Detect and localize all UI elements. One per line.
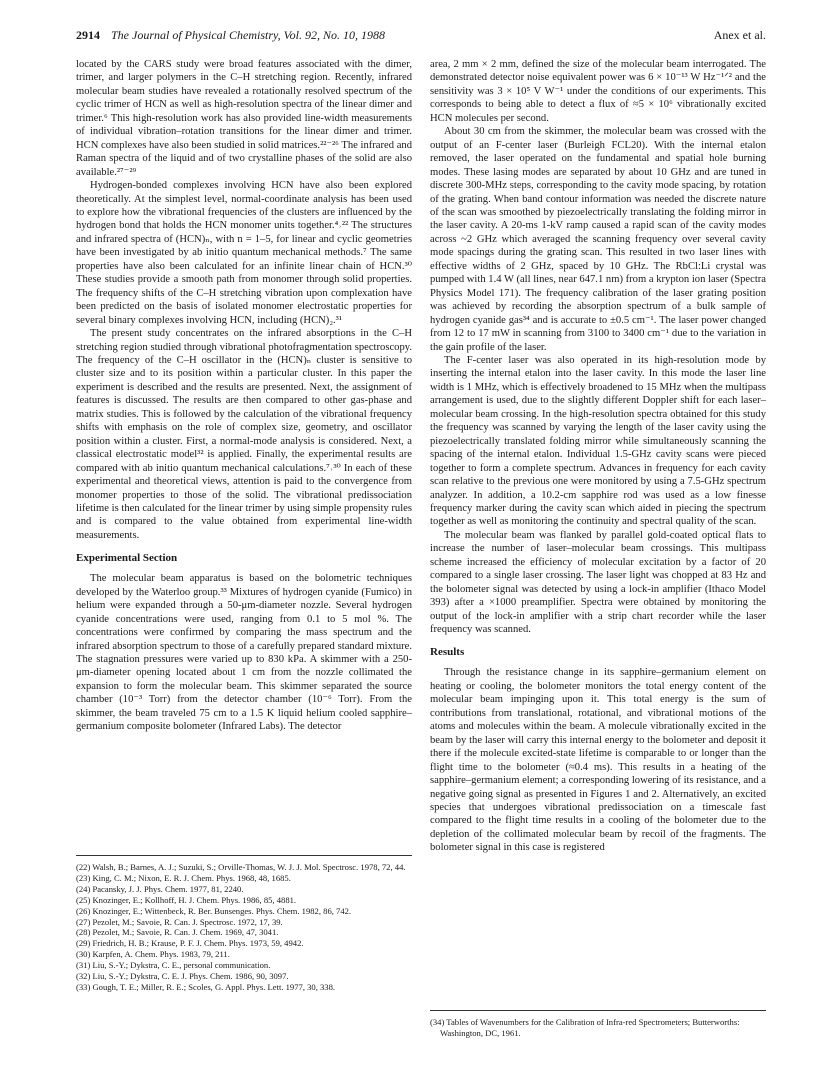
right-column <box>430 58 766 855</box>
paragraph: About 30 cm from the skimmer, the molecular beam was crossed with the output of an F-center laser (Burleigh FCL20). With the internal etalon removed, the laser operated on the fundamental and spatial hole burning modes. These lasing modes are separated by about 10 GHz and are tuned in discrete 300-MHz steps, corresponding to the cavity mode spacing, by rotation of the grating. When band contour information was needed the discrete nature of the scan was smoothed by piezoelectrically translating the folding mirror in the laser cavity. A 20-ms 1-kV ramp caused a rapid scan of the cavity modes across ~2 GHz which averaged the scanning frequency over several cavity mode spacings during the grating scan. This resulted in two laser lines with effective widths of 2 GHz, spaced by 10 GHz. The RbCl:Li crystal was pumped with 1.4 W (all lines, near 647.1 nm) from a krypton ion laser (Spectra Physics Model 171). The frequency calibration of the laser grating position was achieved by recording the absorption spectrum of a bulk sample of hydrogen cyanide gas³⁴ and is accurate to ±0.5 cm⁻¹. The laser power changed from 12 to 17 mW in scanning from 3100 to 3400 cm⁻¹ due to the variation in the gain profile of the laser. <box>430 126 766 353</box>
footnote: (22) Walsh, B.; Barnes, A. J.; Suzuki, S.; Orville-Thomas, W. J. J. Mol. Spectrosc. 1978, 72, 44. <box>76 862 406 872</box>
section-heading-experimental: Experimental Section <box>76 552 178 565</box>
paragraph: Hydrogen-bonded complexes involving HCN have also been explored theoretically. At the simplest level, normal-coordinate analysis has been used to explore how the vibrational frequencies of the clusters are influenced by the hydrogen bond that holds the HCN monomer units together.⁴˒²² The structures and infrared spectra of (HCN)ₙ, with n = 1–5, for linear and cyclic geometries have been investigated by ab initio quantum mechanical methods.⁷ The same properties have also been calculated for an infinite linear chain of HCN.³⁰ These studies provide a smooth path from monomer through solid properties. The frequency shifts of the C–H stretching vibration upon complexation have been predicted on the basis of isolated monomer electrostatic properties for several binary complexes involving HCN, including (HCN)₂.³¹ <box>76 180 412 326</box>
paragraph: The F-center laser was also operated in its high-resolution mode by inserting the internal etalon into the laser cavity. In this mode the laser line width is 1 MHz, which is effectively broadened to 15 MHz when the multipass arrangement is used, due to the slightly different Doppler shift for each laser–molecular beam crossing. In the high-resolution spectra obtained for this study the frequency was scanned by varying the length of the laser cavity using the piezoelectrically translated folding mirror while simultaneously scanning the spacing of the internal etalon. Individual 1.5-GHz cavity scans were pieced together to form a complete spectrum. Advances in frequency for each cavity scan relative to the previous one were monitored by using a 7.5-GHz spectrum analyzer. In addition, a 10.2-cm sapphire rod was used as a low finesse frequency marker during the cavity scan which aided in piecing the spectrum together as well as monitoring the continuity and spectral quality of the scan. <box>430 354 766 528</box>
footnote: (33) Gough, T. E.; Miller, R. E.; Scoles, G. Appl. Phys. Lett. 1977, 30, 338. <box>76 981 336 992</box>
paragraph: The molecular beam was flanked by parallel gold-coated optical flats to increase the number of laser–molecular beam crossings. This multipass scheme increased the efficiency of molecular excitation by a factor of 20 compared to a single laser crossing. The laser light was chopped at 83 Hz and the bolometer signal was detected by using a lock-in amplifier (Ithaco Model 393) after a ×1000 preamplifier. Spectra were obtained by monitoring the output of the lock-in amplifier with a strip chart recorder while the laser frequency was scanned. <box>430 529 766 636</box>
paragraph: The present study concentrates on the infrared absorptions in the C–H stretching region studied through vibrational photofragmentation spectroscopy. The frequency of the C–H oscillator in the (HCN)ₙ cluster is sensitive to cluster size and to its position within a particular cluster. In this paper the experiment is described and the results are presented. Next, the assignment of features is discussed. The results are then compared to other gas-phase and matrix studies. This is followed by the calculation of the vibrational frequency shifts with emphasis on the role of complex size, geometry, and oscillator position within a cluster. First, a normal-mode analysis is considered. Next, a classical electrostatic model³² is applied. Finally, the experimental results are compared with ab initio quantum mechanical calculations.⁷˒³⁰ In each of these experimental and theoretical views, attention is paid to the convergence from monomer properties to those of the solid. The vibrational predissociation lifetime is then calculated for the linear trimer by using simple propensity rules and is compared to the value obtained from experimental line-width measurements. <box>76 328 412 541</box>
footnote: (23) King, C. M.; Nixon, E. R. J. Chem. Phys. 1968, 48, 1685. <box>76 872 291 883</box>
paragraph: located by the CARS study were broad features associated with the dimer, trimer, and larger polymers in the C–H stretching region. Recently, infrared molecular beam studies have revealed a rotationally resolved spectrum of the cyclic trimer of HCN as well as high-resolution spectra of the linear dimer and trimer.⁶ This high-resolution work has also provided line-width measurements of individual vibration–rotation transitions for the linear dimer and trimer. HCN complexes have also been studied in solid matrices.²²⁻²⁶ The infrared and Raman spectra of the liquid and of two crystalline phases of the solid are also available.²⁷⁻²⁹ <box>76 59 412 178</box>
footnote: (32) Liu, S.-Y.; Dykstra, C. E. J. Phys. Chem. 1986, 90, 3097. <box>76 971 289 982</box>
footnote: (26) Knozinger, E.; Wittenbeck, R. Ber. Bunsenges. Phys. Chem. 1982, 86, 742. <box>76 905 352 916</box>
footnote: (30) Karpfen, A. Chem. Phys. 1983, 79, 211. <box>76 949 230 960</box>
footnote: (27) Pezolet, M.; Savoie, R. Can. J. Spectrosc. 1972, 17, 39. <box>76 916 283 927</box>
left-column <box>76 58 412 734</box>
running-authors: Anex et al. <box>713 28 766 42</box>
paragraph: The molecular beam apparatus is based on the bolometric techniques developed by the Waterloo group.³³ Mixtures of hydrogen cyanide (Fumico) in helium were expanded through a 50-μm-diameter nozzle. Several hydrogen cyanide concentrations were used, ranging from 0.1 to 5 mol %. The concentrations were confirmed by comparing the mass spectrum and the infrared absorption spectrum to those of a carefully prepared standard mixture. The stagnation pressures were varied up to 830 kPa. A skimmer with a 250-μm-diameter opening located about 1 cm from the nozzle collimated the expansion to form the molecular beam. This skimmer separated the source chamber (10⁻³ Torr) from the detector chamber (10⁻⁶ Torr). From the skimmer, the beam traveled 75 cm to a 1.5 K liquid helium cooled sapphire–germanium composite bolometer (Infrared Labs). The detector <box>76 573 412 733</box>
page-number: 2914 <box>76 28 100 42</box>
footnotes-right <box>430 1010 766 1039</box>
footnotes-left <box>76 855 412 993</box>
footnote: (31) Liu, S.-Y.; Dykstra, C. E., personal communication. <box>76 960 271 971</box>
footnote: (34) Tables of Wavenumbers for the Calibration of Infra-red Spectrometers; Butterworths: Washington, DC, 1961. <box>430 1017 740 1038</box>
journal-title: The Journal of Physical Chemistry, Vol. 92, No. 10, 1988 <box>111 28 385 42</box>
paragraph: area, 2 mm × 2 mm, defined the size of the molecular beam interrogated. The demonstrated detector noise equivalent power was 6 × 10⁻¹³ W Hz⁻¹ᐟ² and the sensitivity was 3 × 10⁵ V W⁻¹ under the conditions of our experiments. This corresponds to being able to detect a flux of ≈5 × 10⁶ vibrationally excited HCN molecules per second. <box>430 59 766 124</box>
footnote: (28) Pezolet, M.; Savoie, R. Can. J. Chem. 1969, 47, 3041. <box>76 927 279 938</box>
footnote: (24) Pacansky, J. J. Phys. Chem. 1977, 81, 2240. <box>76 883 244 894</box>
running-head <box>76 26 766 44</box>
section-heading-results: Results <box>430 646 465 659</box>
paragraph: Through the resistance change in its sapphire–germanium element on heating or cooling, the bolometer monitors the total energy content of the molecular beam impinging upon it. This total energy is the sum of contributions from translational, rotational, and vibrational motions of the atoms and molecules within the beam. A molecule vibrationally excited in the beam by the laser will carry this internal energy to the bolometer and deposit it there if the molecule excited-state lifetime is comparable to or longer than the flight time to the bolometer (≈0.4 ms). This results in a heating of the sapphire–germanium element; a corresponding lowering of its resistance, and a negative going signal as presented in Figures 1 and 2. Alternatively, an excited species that undergoes vibrational predissociation on a timescale fast compared to the flight time results in a cooling of the bolometer due to the depletion of the collimated molecular beam by recoil of the fragments. The bolometer signal in this case is registered <box>430 667 766 854</box>
footnote: (25) Knozinger, E.; Kollhoff, H. J. Chem. Phys. 1986, 85, 4881. <box>76 894 297 905</box>
footnote: (29) Friedrich, H. B.; Krause, P. F. J. Chem. Phys. 1973, 59, 4942. <box>76 938 304 949</box>
